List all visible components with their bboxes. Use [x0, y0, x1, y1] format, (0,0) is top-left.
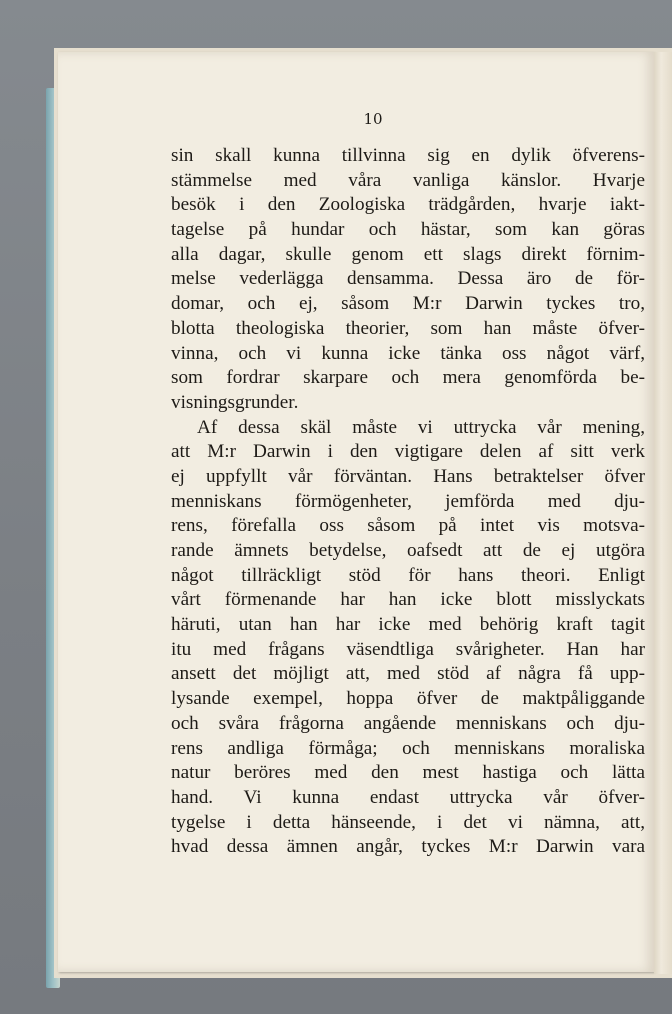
text-line: ansett det möjligt att, med stöd af några få upp- [171, 663, 645, 685]
text-line: tagelse på hundar och hästar, som kan göras [171, 219, 645, 241]
text-line: att M:r Darwin i den vigtigare delen af sitt verk [171, 441, 645, 463]
text-line: besök i den Zoologiska trädgården, hvarje iakt- [171, 194, 645, 216]
text-line: sin skall kunna tillvinna sig en dylik öfverens- [171, 145, 645, 166]
text-line: melse vederlägga densamma. Dessa äro de för- [171, 268, 645, 290]
text-line: itu med frågans väsendtliga svårigheter. Han har [171, 638, 645, 660]
text-line: häruti, utan han har icke med behörig kraft tagit [171, 614, 645, 636]
text-line: som fordrar skarpare och mera genomförda be- [171, 367, 645, 389]
text-line: domar, och ej, såsom M:r Darwin tyckes tro, [171, 293, 645, 315]
text-line: vårt förmenande har han icke blott misslyckats [171, 589, 645, 611]
book-page [58, 52, 654, 972]
text-line: alla dagar, skulle genom ett slags direkt förnim- [171, 243, 645, 265]
page-text [171, 144, 645, 860]
text-line: hvad dessa ämnen angår, tyckes M:r Darwin vara [171, 836, 645, 858]
text-line: natur beröres med den mest hastiga och lätta [171, 762, 645, 784]
text-line: vinna, och vi kunna icke tänka oss något värf, [171, 342, 645, 364]
text-line: rande ämnets betydelse, oafsedt att de ej utgöra [171, 540, 645, 561]
text-line: stämmelse med våra vanliga känslor. Hvarje [171, 169, 645, 191]
text-line: Af dessa skäl måste vi uttrycka vår mening, [197, 416, 645, 438]
text-line: lysande exempel, hoppa öfver de maktpåliggande [171, 688, 645, 710]
page-number: 10 [363, 110, 383, 128]
text-line: rens, förefalla oss såsom på intet vis motsva- [171, 515, 645, 537]
text-line: ej uppfyllt vår förväntan. Hans betraktelser öfver [171, 465, 645, 487]
text-line: visningsgrunder. [171, 391, 299, 413]
text-line: hand. Vi kunna endast uttrycka vår öfver- [171, 786, 645, 808]
text-line: tygelse i detta hänseende, i det vi nämna, att, [171, 811, 645, 833]
text-line: menniskans förmögenheter, jemförda med dju- [171, 490, 645, 512]
text-line: något tillräckligt stöd för hans theori. Enligt [171, 564, 645, 586]
text-line: blotta theologiska theorier, som han måste öfver- [171, 317, 645, 339]
page-stack-edge [654, 52, 672, 974]
text-line: rens andliga förmåga; och menniskans moraliska [171, 737, 645, 759]
text-line: och svåra frågorna angående menniskans och dju- [171, 712, 645, 734]
